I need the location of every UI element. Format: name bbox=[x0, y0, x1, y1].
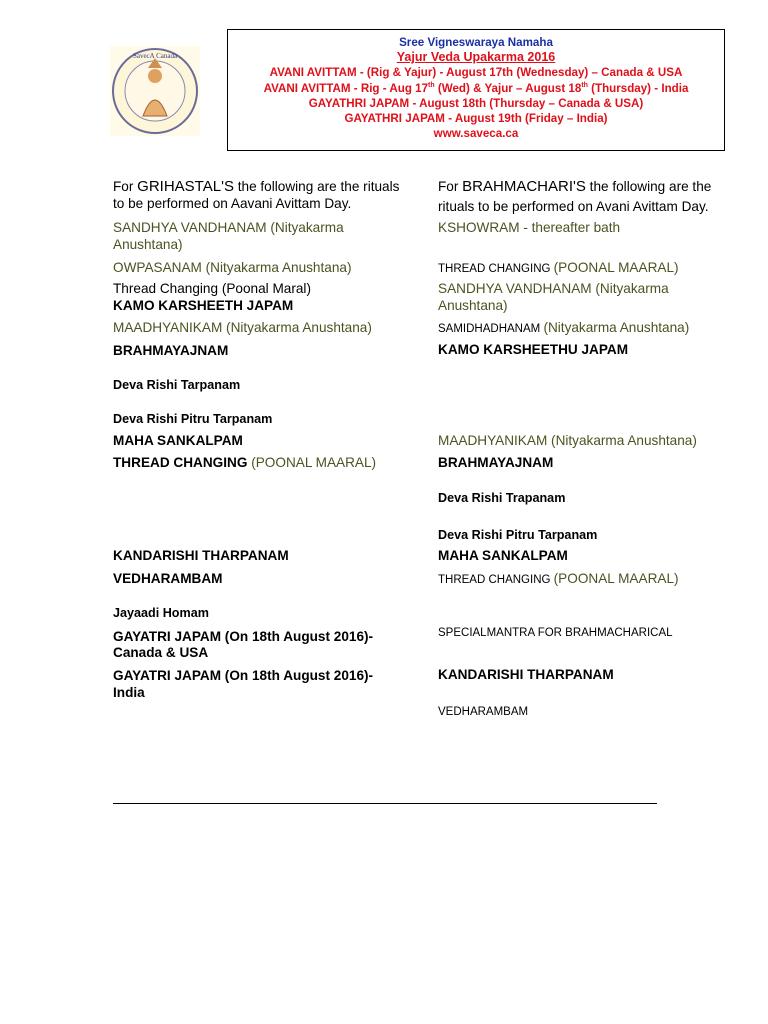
left-item-thread-changing-2: THREAD CHANGING (POONAL MAARAL) bbox=[113, 455, 377, 470]
left-item-gayatri-canada-cont: Canada & USA bbox=[113, 645, 209, 660]
right-item-maha-sankalpam: MAHA SANKALPAM bbox=[438, 548, 568, 563]
right-item-kamo-karsheethu: KAMO KARSHEETHU JAPAM bbox=[438, 342, 629, 357]
left-item-maadhyanikam: MAADHYANIKAM (Nityakarma Anushtana) bbox=[113, 320, 372, 335]
header-line-5: GAYATHRI JAPAM - August 18th (Thursday – Canada & USA) bbox=[308, 96, 644, 110]
header-website[interactable]: www.saveca.ca bbox=[433, 127, 519, 141]
grihastal-intro-line1: For GRIHASTAL'S the following are the rituals bbox=[113, 178, 400, 195]
saveca-logo bbox=[110, 46, 200, 136]
left-item-brahmayajnam: BRAHMAYAJNAM bbox=[113, 343, 229, 358]
left-item-deva-rishi: Deva Rishi Tarpanam bbox=[113, 378, 241, 392]
left-item-kamo-karsheeth: KAMO KARSHEETH JAPAM bbox=[113, 298, 294, 313]
left-item-deva-rishi-pitru: Deva Rishi Pitru Tarpanam bbox=[113, 412, 273, 426]
right-item-deva-rishi: Deva Rishi Trapanam bbox=[438, 491, 566, 505]
logo-text: SavecA Canada bbox=[132, 52, 178, 60]
header-line-4: AVANI AVITTAM - Rig - Aug 17th (Wed) & Yajur – August 18th (Thursday) - India bbox=[263, 81, 689, 95]
grihastal-intro-line2: to be performed on Aavani Avittam Day. bbox=[113, 196, 352, 211]
left-item-jayaadi-homam: Jayaadi Homam bbox=[113, 606, 209, 620]
right-item-maadhyanikam: MAADHYANIKAM (Nityakarma Anushtana) bbox=[438, 433, 697, 448]
header-line-1: Sree Vigneswaraya Namaha bbox=[399, 36, 553, 49]
header-line-3: AVANI AVITTAM - (Rig & Yajur) - August 17th (Wednesday) – Canada & USA bbox=[269, 66, 683, 80]
left-item-gayatri-india-cont: India bbox=[113, 685, 145, 700]
horizontal-divider bbox=[113, 803, 657, 804]
left-item-vedharambam: VEDHARAMBAM bbox=[113, 571, 223, 586]
right-item-brahmayajnam: BRAHMAYAJNAM bbox=[438, 455, 554, 470]
brahmachari-intro-line2: rituals to be performed on Avani Avittam Day. bbox=[438, 199, 709, 214]
left-item-thread-changing: Thread Changing (Poonal Maral) bbox=[113, 281, 311, 296]
left-item-gayatri-canada: GAYATRI JAPAM (On 18th August 2016)- bbox=[113, 629, 374, 644]
right-item-kshowram: KSHOWRAM - thereafter bath bbox=[438, 220, 621, 235]
left-item-sandhya: SANDHYA VANDHANAM (Nityakarma bbox=[113, 220, 344, 235]
header-line-6: GAYATHRI JAPAM - August 19th (Friday – India) bbox=[344, 112, 608, 126]
right-item-thread-changing-2: THREAD CHANGING (POONAL MAARAL) bbox=[438, 571, 679, 586]
right-item-kandarishi: KANDARISHI THARPANAM bbox=[438, 667, 614, 682]
left-item-sandhya-cont: Anushtana) bbox=[113, 237, 183, 252]
right-item-sandhya: SANDHYA VANDHANAM (Nityakarma bbox=[438, 281, 669, 296]
right-item-sandhya-cont: Anushtana) bbox=[438, 298, 508, 313]
brahmachari-intro-line1: For BRAHMACHARI'S the following are the bbox=[438, 178, 712, 195]
left-item-owpasanam: OWPASANAM (Nityakarma Anushtana) bbox=[113, 260, 352, 275]
right-item-deva-rishi-pitru: Deva Rishi Pitru Tarpanam bbox=[438, 528, 598, 542]
left-item-gayatri-india: GAYATRI JAPAM (On 18th August 2016)- bbox=[113, 668, 374, 683]
right-item-special-mantra: SPECIALMANTRA FOR BRAHMACHARICAL bbox=[438, 627, 673, 639]
left-item-kandarishi: KANDARISHI THARPANAM bbox=[113, 548, 289, 563]
header-line-2: Yajur Veda Upakarma 2016 bbox=[396, 50, 556, 65]
left-item-maha-sankalpam: MAHA SANKALPAM bbox=[113, 433, 243, 448]
right-item-thread-changing: THREAD CHANGING (POONAL MAARAL) bbox=[438, 260, 679, 275]
event-header-box bbox=[227, 29, 725, 151]
right-item-samidhadhanam: SAMIDHADHANAM (Nityakarma Anushtana) bbox=[438, 320, 690, 335]
right-item-vedharambam: VEDHARAMBAM bbox=[438, 706, 529, 718]
